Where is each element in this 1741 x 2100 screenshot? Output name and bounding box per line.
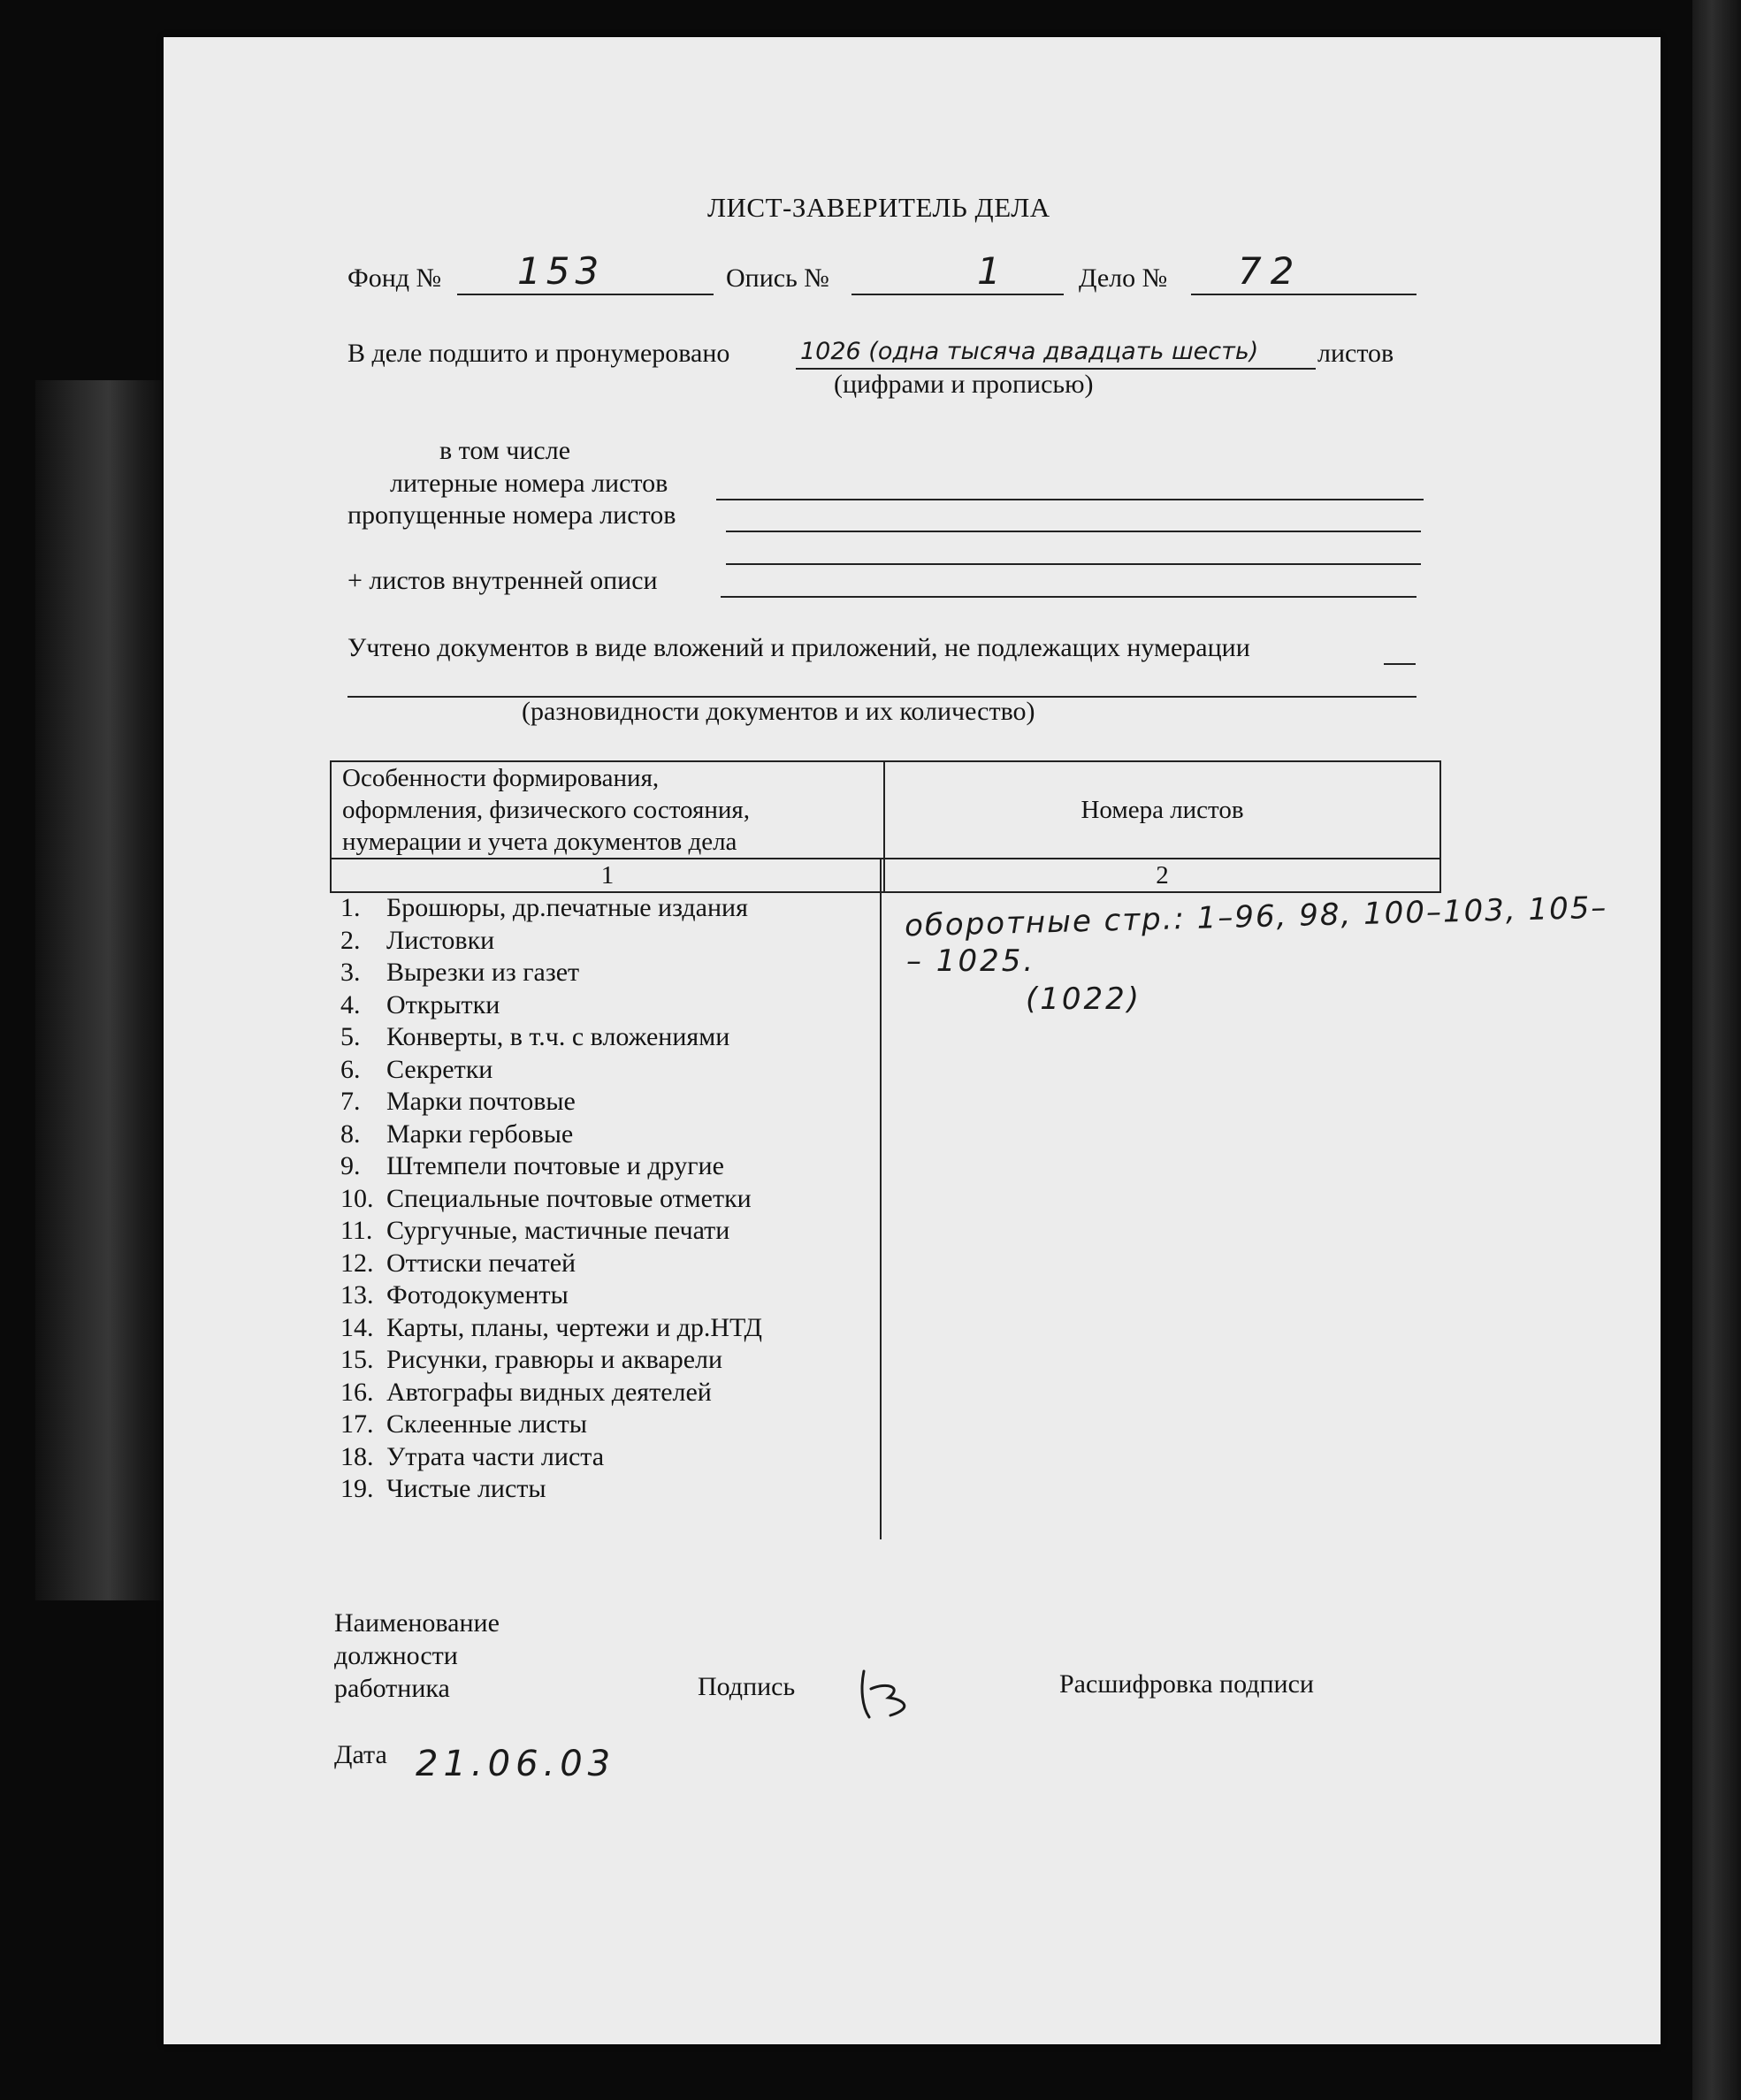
- list-item: [340, 1183, 762, 1216]
- table-header-row: [331, 761, 1440, 859]
- list-item: [340, 925, 762, 958]
- list-item-label: Листовки: [386, 925, 495, 955]
- accounted-docs-underline-end: [1384, 663, 1416, 665]
- list-item: [340, 1377, 762, 1409]
- list-item-number: 11.: [340, 1216, 373, 1245]
- list-item-number: 17.: [340, 1409, 374, 1439]
- fond-value: 153: [517, 249, 605, 293]
- col1-header: [331, 761, 884, 859]
- list-item-number: 3.: [340, 958, 361, 987]
- scan-edge: [1692, 0, 1741, 2100]
- list-item: [340, 1312, 762, 1345]
- list-item: [340, 1054, 762, 1087]
- delo-value: 72: [1238, 249, 1303, 293]
- list-item-number: 13.: [340, 1280, 374, 1310]
- col2-header: Номера листов: [884, 761, 1440, 859]
- list-item: [340, 1473, 762, 1506]
- fond-underline: [457, 294, 714, 295]
- features-list: [340, 892, 762, 1506]
- date-value: 21.06.03: [416, 1744, 616, 1784]
- including-label: в том числе: [439, 436, 571, 465]
- certification-sheet: [164, 37, 1661, 2044]
- col1-header-line: оформления, физического состояния,: [342, 796, 750, 824]
- list-item-number: 6.: [340, 1054, 361, 1084]
- sewn-label: В деле подшито и пронумеровано: [347, 339, 730, 368]
- accounted-docs-label: Учтено документов в виде вложений и приложений, не подлежащих нумерации: [347, 633, 1250, 662]
- position-label-line: работника: [334, 1674, 450, 1703]
- list-item-label: Рисунки, гравюры и акварели: [386, 1345, 723, 1374]
- date-label: Дата: [334, 1740, 387, 1769]
- list-item-number: 5.: [340, 1022, 361, 1051]
- delo-label: Дело №: [1079, 263, 1168, 293]
- accounted-docs-hint: (разновидности документов и их количество): [522, 697, 1035, 726]
- list-item-label: Секретки: [386, 1054, 493, 1084]
- list-item-label: Конверты, в т.ч. с вложениями: [386, 1022, 730, 1051]
- list-item-label: Чистые листы: [386, 1474, 546, 1503]
- list-item-number: 15.: [340, 1345, 374, 1374]
- sewn-suffix: листов: [1317, 339, 1394, 368]
- list-item-label: Карты, планы, чертежи и др.НТД: [386, 1312, 762, 1342]
- list-item-number: 12.: [340, 1248, 374, 1278]
- letter-numbers-underline: [716, 499, 1424, 500]
- list-item: [340, 1248, 762, 1280]
- signature-mark: [851, 1662, 931, 1724]
- list-item: [340, 957, 762, 989]
- list-item-label: Открытки: [386, 989, 500, 1019]
- list-item: [340, 1215, 762, 1248]
- list-item: [340, 1150, 762, 1183]
- list-item-number: 7.: [340, 1087, 361, 1116]
- list-item: [340, 1344, 762, 1377]
- list-item-number: 10.: [340, 1183, 374, 1213]
- column-divider: [880, 859, 882, 1539]
- handwritten-sheet-total: (1022): [1026, 981, 1142, 1017]
- list-item-label: Марки гербовые: [386, 1119, 574, 1149]
- list-item: [340, 892, 762, 925]
- internal-inventory-label: + листов внутренней описи: [347, 566, 658, 595]
- list-item-label: Утрата части листа: [386, 1441, 605, 1471]
- list-item: [340, 1279, 762, 1312]
- missed-numbers-label: пропущенные номера листов: [347, 500, 676, 530]
- position-label-line: Наименование: [334, 1608, 500, 1638]
- col1-header-line: нумерации и учета документов дела: [342, 828, 737, 856]
- letter-numbers-label: литерные номера листов: [390, 469, 668, 498]
- list-item: [340, 1441, 762, 1474]
- list-item-number: 9.: [340, 1151, 361, 1180]
- internal-inventory-underline: [721, 596, 1416, 598]
- list-item: [340, 1119, 762, 1151]
- list-item-number: 1.: [340, 893, 361, 922]
- handwritten-sheet-numbers-line1: оборотные стр.: 1–96, 98, 100–103, 105–: [904, 890, 1608, 944]
- list-item: [340, 1409, 762, 1441]
- list-item-number: 16.: [340, 1377, 374, 1407]
- list-item-number: 4.: [340, 989, 361, 1019]
- col1-number: 1: [331, 859, 884, 892]
- list-item-label: Марки почтовые: [386, 1087, 576, 1116]
- list-item-label: Автографы видных деятелей: [386, 1377, 712, 1407]
- archival-binding: [35, 380, 168, 1600]
- missed-numbers-underline: [726, 531, 1421, 532]
- list-item-label: Оттиски печатей: [386, 1248, 577, 1278]
- decode-label: Расшифровка подписи: [1059, 1669, 1314, 1699]
- list-item-number: 8.: [340, 1119, 361, 1149]
- opis-underline: [851, 294, 1064, 295]
- features-table: [330, 760, 1441, 893]
- sewn-value: 1026 (одна тысяча двадцать шесть): [800, 338, 1259, 365]
- col1-header-line: Особенности формирования,: [342, 764, 660, 792]
- position-label-line: должности: [334, 1641, 458, 1670]
- list-item-number: 2.: [340, 925, 361, 955]
- list-item-label: Вырезки из газет: [386, 958, 580, 987]
- list-item-label: Штемпели почтовые и другие: [386, 1151, 724, 1180]
- sewn-hint: (цифрами и прописью): [834, 370, 1094, 399]
- list-item-label: Специальные почтовые отметки: [386, 1183, 752, 1213]
- list-item-number: 19.: [340, 1474, 374, 1503]
- list-item-label: Брошюры, др.печатные издания: [386, 893, 748, 922]
- missed-numbers-underline-2: [726, 563, 1421, 565]
- signature-label: Подпись: [698, 1672, 796, 1701]
- handwritten-sheet-numbers-line2: – 1025.: [906, 943, 1036, 979]
- delo-underline: [1191, 294, 1416, 295]
- opis-label: Опись №: [726, 263, 829, 293]
- list-item: [340, 1086, 762, 1119]
- list-item-number: 18.: [340, 1441, 374, 1471]
- list-item-label: Склеенные листы: [386, 1409, 587, 1439]
- col2-number: 2: [884, 859, 1440, 892]
- opis-value: 1: [977, 249, 1001, 293]
- list-item-label: Фотодокументы: [386, 1280, 569, 1310]
- list-item-label: Сургучные, мастичные печати: [386, 1216, 730, 1245]
- page-title: ЛИСТ-ЗАВЕРИТЕЛЬ ДЕЛА: [707, 192, 1050, 223]
- fond-label: Фонд №: [347, 263, 442, 293]
- list-item: [340, 989, 762, 1022]
- list-item-number: 14.: [340, 1312, 374, 1342]
- list-item: [340, 1021, 762, 1054]
- table-number-row: [331, 859, 1440, 892]
